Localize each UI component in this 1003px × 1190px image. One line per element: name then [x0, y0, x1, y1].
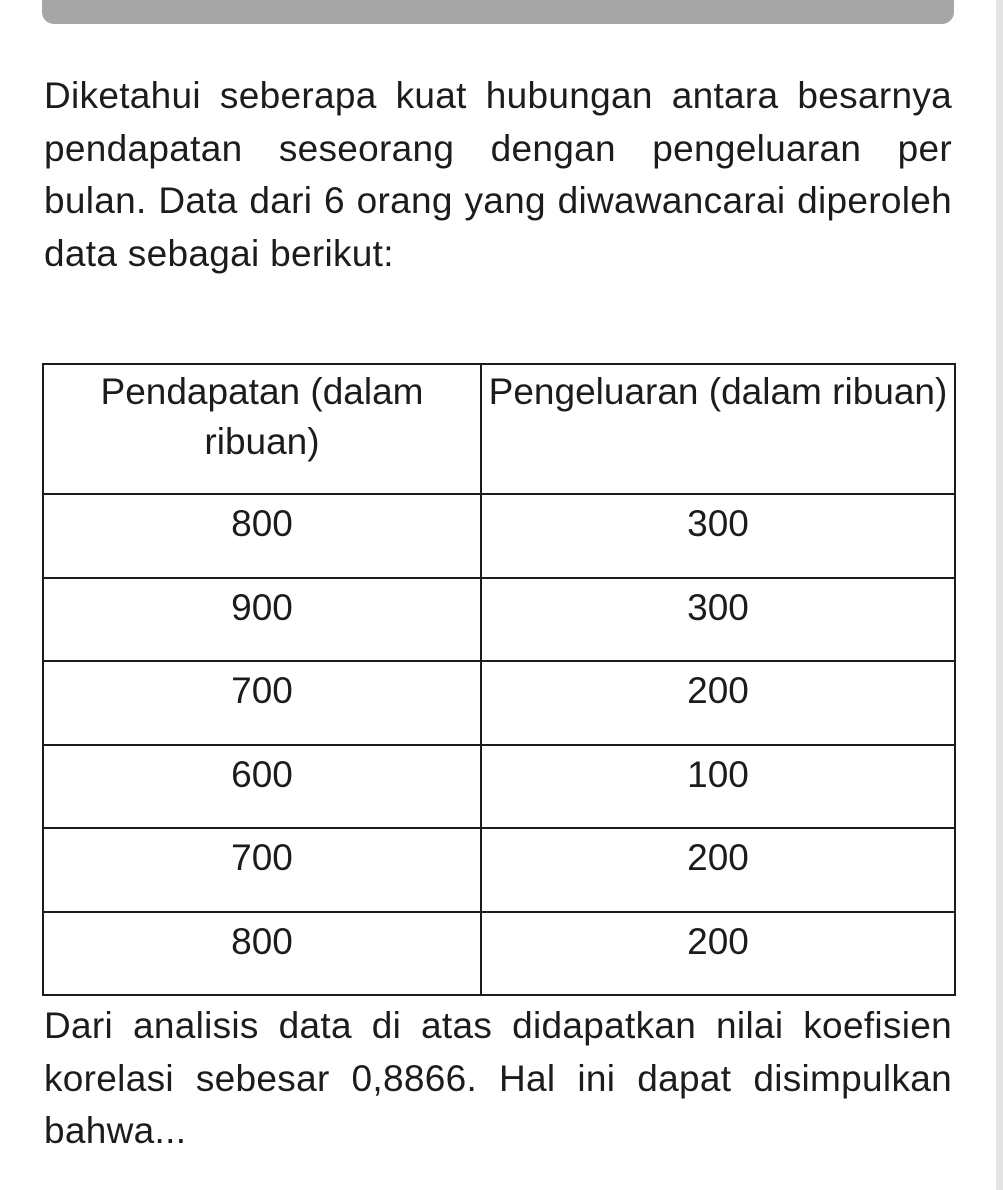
data-table — [42, 363, 956, 996]
header-pengeluaran: Pengeluaran (dalam ribuan) — [481, 364, 955, 494]
question-intro-text: Diketahui seberapa kuat hubungan antara besarnya pendapatan seseorang dengan pengeluaran per bulan. Data dari 6 orang yang diwawancarai diperoleh data sebagai berikut: — [44, 75, 952, 274]
cell-pengeluaran: 300 — [481, 578, 955, 662]
table-row — [43, 494, 955, 578]
table-row — [43, 912, 955, 996]
header-pendapatan: Pendapatan (dalam ribuan) — [43, 364, 481, 494]
cell-pendapatan: 700 — [43, 828, 481, 912]
cell-pendapatan: 800 — [43, 494, 481, 578]
cell-pengeluaran: 200 — [481, 912, 955, 996]
table-row — [43, 661, 955, 745]
cell-pengeluaran: 200 — [481, 661, 955, 745]
table-row — [43, 828, 955, 912]
table-header-row — [43, 364, 955, 494]
cell-pendapatan: 900 — [43, 578, 481, 662]
cell-pendapatan: 600 — [43, 745, 481, 829]
question-conclusion-text: Dari analisis data di atas didapatkan nilai koefisien korelasi sebesar 0,8866. Hal ini dapat disimpulkan bahwa... — [44, 1005, 952, 1151]
top-bar — [42, 0, 954, 24]
cell-pengeluaran: 300 — [481, 494, 955, 578]
table-row — [43, 578, 955, 662]
scrollbar-track[interactable] — [996, 0, 1003, 1190]
cell-pendapatan: 800 — [43, 912, 481, 996]
cell-pendapatan: 700 — [43, 661, 481, 745]
table-row — [43, 745, 955, 829]
cell-pengeluaran: 200 — [481, 828, 955, 912]
cell-pengeluaran: 100 — [481, 745, 955, 829]
